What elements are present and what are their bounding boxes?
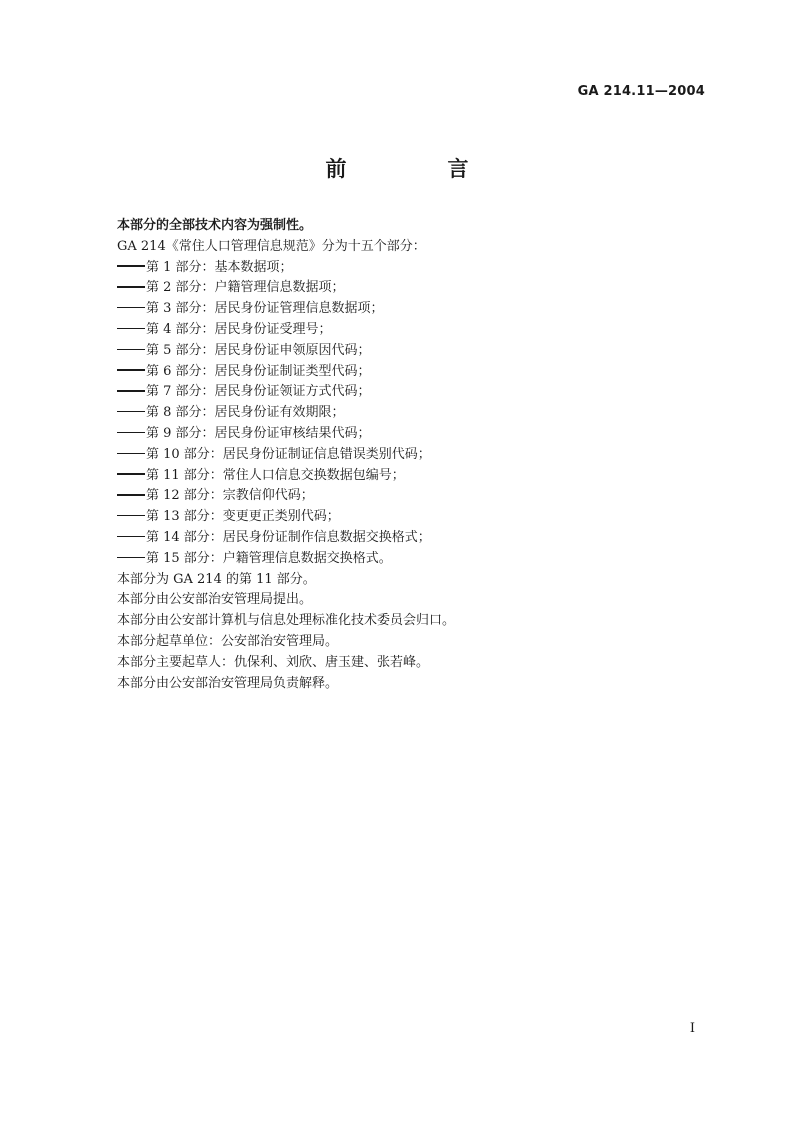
- list-item: [117, 549, 717, 570]
- mandatory-statement: 本部分的全部技术内容为强制性。: [117, 218, 313, 233]
- closing-paragraph: 本部分由公安部治安管理局负责解释。: [117, 675, 339, 691]
- list-item: [117, 362, 717, 383]
- list-item: [117, 507, 717, 528]
- list-item-text: 第 12 部分：宗教信仰代码；: [146, 488, 314, 504]
- list-item-text: 第 4 部分：居民身份证受理号；: [146, 321, 332, 337]
- list-item-text: 第 7 部分：居民身份证领证方式代码；: [146, 384, 371, 400]
- dash-marker: [117, 349, 145, 351]
- list-item: [117, 278, 717, 299]
- list-item-text: 第 9 部分：居民身份证审核结果代码；: [146, 425, 371, 441]
- list-item-text: 第 15 部分：户籍管理信息数据交换格式。: [146, 550, 392, 566]
- list-item: [117, 382, 717, 403]
- list-item: [117, 341, 717, 362]
- closing-paragraph: 本部分由公安部治安管理局提出。: [117, 592, 313, 608]
- closing-paragraph: 本部分由公安部计算机与信息处理标准化技术委员会归口。: [117, 613, 456, 629]
- closing-paragraph: 本部分为 GA 214 的第 11 部分。: [117, 571, 316, 587]
- dash-marker: [117, 390, 145, 392]
- list-item: [117, 528, 717, 549]
- dash-marker: [117, 494, 145, 496]
- closing-paragraph: 本部分起草单位：公安部治安管理局。: [117, 633, 339, 649]
- list-item: [117, 445, 717, 466]
- list-item-text: 第 3 部分：居民身份证管理信息数据项；: [146, 301, 384, 317]
- dash-marker: [117, 432, 145, 434]
- list-item: [117, 466, 717, 487]
- dash-marker: [117, 473, 145, 475]
- list-item: [117, 403, 717, 424]
- dash-marker: [117, 536, 145, 538]
- list-item-text: 第 2 部分：户籍管理信息数据项；: [146, 280, 345, 296]
- dash-marker: [117, 453, 145, 455]
- list-item-text: 第 8 部分：居民身份证有效期限；: [146, 405, 345, 421]
- list-item: [117, 258, 717, 279]
- list-item: [117, 320, 717, 341]
- list-item-text: 第 14 部分：居民身份证制作信息数据交换格式；: [146, 529, 431, 545]
- page-title: 前 言: [325, 157, 509, 181]
- list-item: [117, 486, 717, 507]
- dash-marker: [117, 557, 145, 559]
- dash-marker: [117, 286, 145, 288]
- foreword-body: [117, 216, 717, 694]
- list-item-text: 第 5 部分：居民身份证申领原因代码；: [146, 342, 371, 358]
- dash-marker: [117, 307, 145, 309]
- list-item-text: 第 10 部分：居民身份证制证信息错误类别代码；: [146, 446, 431, 462]
- page-number: I: [689, 1021, 695, 1036]
- dash-marker: [117, 328, 145, 330]
- dash-marker: [117, 369, 145, 371]
- standard-code: GA 214.11—2004: [577, 84, 705, 99]
- dash-marker: [117, 411, 145, 413]
- list-item: [117, 299, 717, 320]
- list-item-text: 第 13 部分：变更更正类别代码；: [146, 509, 340, 525]
- dash-marker: [117, 265, 145, 267]
- closing-paragraph: 本部分主要起草人：仇保利、刘欣、唐玉建、张若峰。: [117, 654, 430, 670]
- dash-marker: [117, 515, 145, 517]
- list-item-text: 第 1 部分：基本数据项；: [146, 259, 293, 275]
- list-item-text: 第 6 部分：居民身份证制证类型代码；: [146, 363, 371, 379]
- intro-paragraph: GA 214《常住人口管理信息规范》分为十五个部分：: [117, 238, 426, 254]
- list-item-text: 第 11 部分：常住人口信息交换数据包编号；: [146, 467, 405, 483]
- list-item: [117, 424, 717, 445]
